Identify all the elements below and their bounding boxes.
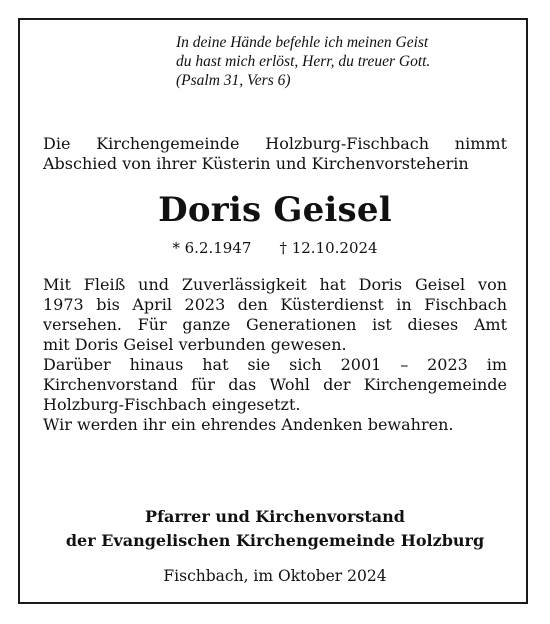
death-date: † 12.10.2024	[279, 239, 378, 257]
intro-text	[43, 134, 507, 174]
birth-date: * 6.2.1947	[172, 239, 252, 257]
deceased-name: Doris Geisel	[158, 190, 392, 230]
verse-line-1: In deine Hände befehle ich meinen Geist	[176, 34, 429, 51]
verse-citation: (Psalm 31, Vers 6)	[176, 72, 291, 89]
signature-line-1: Pfarrer und Kirchenvorstand	[145, 507, 405, 526]
intro-line-1: Die Kirchengemeinde Holzburg-Fischbach nimmt	[43, 134, 507, 153]
obituary-body	[43, 275, 507, 435]
body-line: 1973 bis April 2023 den Küsterdienst in Fischbach	[43, 295, 507, 314]
psalm-verse	[176, 33, 516, 90]
body-line: mit Doris Geisel verbunden gewesen.	[43, 335, 347, 354]
signature-block	[0, 505, 550, 553]
life-dates	[0, 238, 550, 258]
body-line: Darüber hinaus hat sie sich 2001 – 2023 im	[43, 355, 507, 374]
body-line: Wir werden ihr ein ehrendes Andenken bewahren.	[43, 415, 454, 434]
body-line: versehen. Für ganze Generationen ist dieses Amt	[43, 315, 507, 334]
body-line: Holzburg-Fischbach eingesetzt.	[43, 395, 301, 414]
body-line: Kirchenvorstand für das Wohl der Kirchengemeinde	[43, 375, 507, 394]
intro-line-2: Abschied von ihrer Küsterin und Kirchenvorsteherin	[43, 154, 469, 173]
body-line: Mit Fleiß und Zuverlässigkeit hat Doris Geisel von	[43, 275, 507, 294]
place-and-date: Fischbach, im Oktober 2024	[163, 567, 387, 585]
signature-line-2: der Evangelischen Kirchengemeinde Holzburg	[65, 531, 485, 550]
verse-line-2: du hast mich erlöst, Herr, du treuer Gott.	[176, 53, 431, 70]
